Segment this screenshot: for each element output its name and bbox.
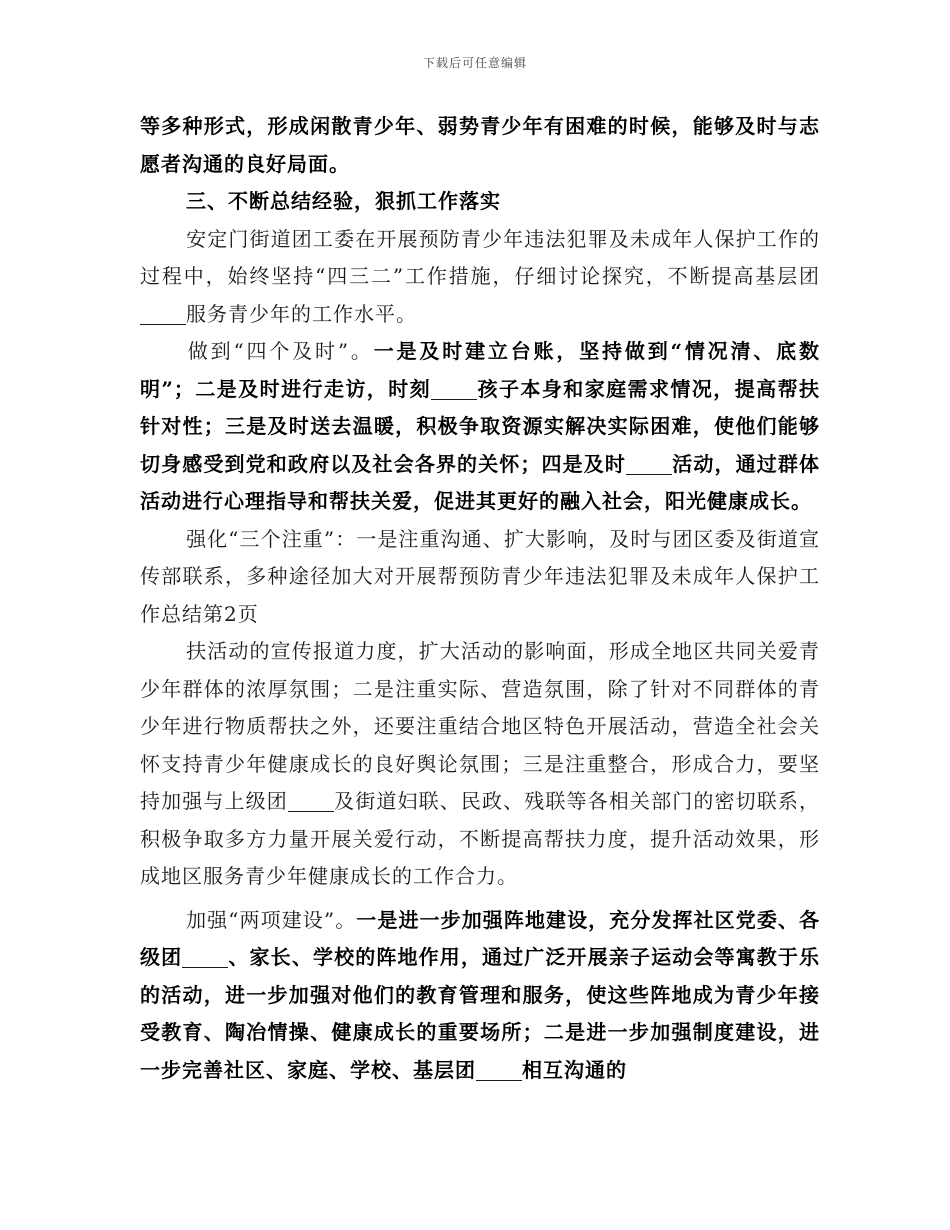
- download-note: 下载后可任意编辑: [422, 56, 527, 70]
- paragraph-7-text-a: 一是进一步加强阵地建设，充分发挥社区党委、各级团: [140, 907, 821, 969]
- document-body: [140, 108, 820, 1089]
- blank-line: [182, 947, 228, 968]
- paragraph-1: 等多种形式，形成闲散青少年、弱势青少年有困难的时候，能够及时与志愿者沟通的良好局面。: [140, 114, 820, 176]
- paragraph-3: [140, 221, 820, 334]
- blank-line: [476, 1060, 522, 1081]
- paragraph-7-text-b: 、家长、学校的阵地作用，通过广泛开展亲子运动会等寓教于乐的活动，进一步加强对他们的教育管理和服务，使这些阵地成为青少年接受教育、陶冶情操、健康成长的重要场所；二是进一步加强制度建设，进一步完善社区、家庭、学校、基层团: [140, 945, 821, 1082]
- paragraph-6: [140, 633, 820, 896]
- blank-line: [626, 454, 672, 475]
- paragraph-7-text-c: 相互沟通的: [522, 1057, 627, 1082]
- paragraph-5: [140, 521, 820, 634]
- paragraph-4: [140, 333, 820, 521]
- paragraph-4-text-c: 活动，通过群体活动进行心理指导和帮扶关爱，促进其更好的融入社会，阳光健康成长。: [140, 451, 821, 513]
- paragraph-5-text: 强化“三个注重”：一是注重沟通、扩大影响，及时与团区委及街道宣传部联系，多种途径加大对开展帮预防青少年违法犯罪及未成年人保护工作总结第2页: [140, 526, 820, 626]
- blank-line: [140, 304, 186, 325]
- section-heading: [140, 183, 820, 221]
- paragraph-4-text-a: 一是及时建立台账，坚持做到“情况清、底数明”；二是及时进行走访，时刻: [140, 339, 820, 401]
- paragraph-4-lead: 做到“四个及时”。: [186, 339, 374, 363]
- paragraph-7-lead: 加强“两项建设”。: [186, 907, 357, 932]
- blank-line: [431, 379, 477, 400]
- paragraph-3-text-a: 安定门街道团工委在开展预防青少年违法犯罪及未成年人保护工作的过程中，始终坚持“四三二”工作措施，仔细讨论探究，不断提高基层团: [140, 226, 820, 288]
- paragraph-6-text-b: 及街道妇联、民政、残联等各相关部门的密切联系，积极争取多方力量开展关爱行动，不断提高帮扶力度，提升活动效果，形成地区服务青少年健康成长的工作合力。: [140, 789, 821, 888]
- section-heading-text: 三、不断总结经验，狠抓工作落实: [186, 189, 501, 213]
- paragraph-6-text-a: 扶活动的宣传报道力度，扩大活动的影响面，形成全地区共同关爱青少年群体的浓厚氛围；二是注重实际、营造氛围，除了针对不同群体的青少年进行物质帮扶之外，还要注重结合地区特色开展活动，营造全社会关怀支持青少年健康成长的良好舆论氛围；三是注重整合，形成合力，要坚持加强与上级团: [140, 639, 820, 813]
- paragraph-7: [140, 902, 820, 1090]
- paragraph-4-text-b: 孩子本身和家庭需求情况，提高帮扶针对性；三是及时送去温暖，积极争取资源实解决实际困难，使他们能够切身感受到党和政府以及社会各界的关怀；四是及时: [140, 376, 820, 476]
- blank-line: [288, 791, 334, 812]
- paragraph-3-text-b: 服务青少年的工作水平。: [186, 301, 417, 326]
